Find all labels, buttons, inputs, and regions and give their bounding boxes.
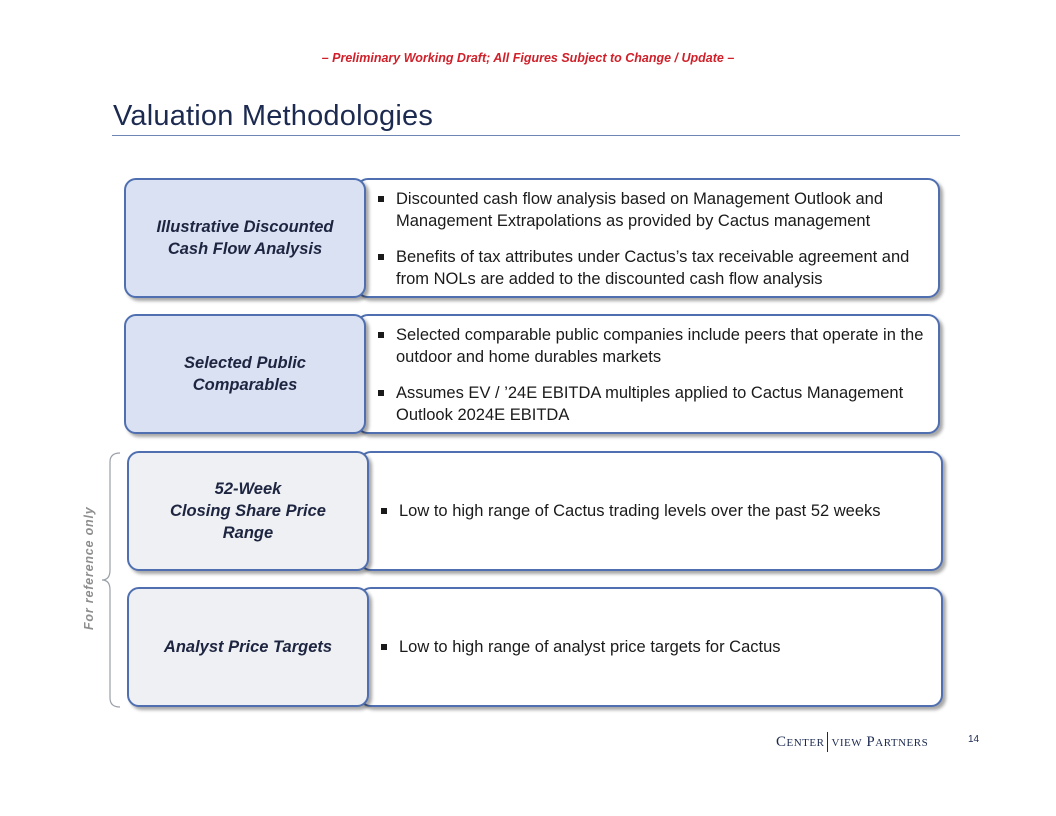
bullet-text: Benefits of tax attributes under Cactus’s tax receivable agreement and from NOLs are added to the discounted cash flow analysis	[396, 248, 910, 288]
reference-bracket-icon	[100, 452, 124, 708]
bullet-item	[378, 188, 930, 232]
methodology-bullets	[381, 587, 933, 707]
methodology-bullets	[378, 188, 930, 304]
bullet-text: Low to high range of Cactus trading levels over the past 52 weeks	[399, 502, 881, 520]
methodology-label-box	[124, 314, 366, 434]
bullet-text: Low to high range of analyst price targets for Cactus	[399, 638, 781, 656]
logo-text-right: view Partners	[831, 733, 929, 750]
logo-text-left: Center	[776, 733, 825, 750]
methodology-label: Illustrative Discounted Cash Flow Analysis	[156, 218, 334, 258]
bullet-text: Discounted cash flow analysis based on Management Outlook and Management Extrapolations as provided by Cactus management	[396, 190, 884, 230]
bullet-item	[378, 246, 930, 290]
methodology-row-dcf	[124, 178, 942, 302]
bullet-square-icon	[378, 254, 384, 260]
company-logo	[776, 732, 928, 752]
methodology-label: 52-Week Closing Share Price Range	[170, 480, 326, 542]
methodology-label-box	[127, 451, 369, 571]
bullet-text: Selected comparable public companies include peers that operate in the outdoor and home durables markets	[396, 326, 924, 366]
methodology-label: Selected Public Comparables	[184, 354, 306, 394]
methodology-label-box	[124, 178, 366, 298]
bullet-square-icon	[381, 644, 387, 650]
bullet-square-icon	[378, 390, 384, 396]
methodology-label: Analyst Price Targets	[163, 638, 333, 656]
bullet-item	[381, 500, 881, 522]
page-number: 14	[968, 734, 980, 745]
methodology-row-analyst-targets	[127, 587, 945, 711]
bullet-square-icon	[381, 508, 387, 514]
bullet-item	[378, 382, 930, 426]
methodology-row-52-week	[127, 451, 945, 575]
reference-note: For reference only	[82, 506, 96, 630]
bullet-text: Assumes EV / ’24E EBITDA multiples applied to Cactus Management Outlook 2024E EBITDA	[396, 384, 904, 424]
bullet-item	[381, 636, 781, 658]
logo-divider	[827, 732, 828, 752]
bullet-square-icon	[378, 196, 384, 202]
page-title: Valuation Methodologies	[113, 100, 434, 132]
title-divider	[112, 135, 960, 136]
bullet-square-icon	[378, 332, 384, 338]
methodology-row-comparables	[124, 314, 942, 438]
methodology-bullets	[378, 324, 930, 440]
methodology-bullets	[381, 451, 933, 571]
methodology-label-box	[127, 587, 369, 707]
bullet-item	[378, 324, 930, 368]
draft-notice: – Preliminary Working Draft; All Figures Subject to Change / Update –	[321, 51, 735, 65]
